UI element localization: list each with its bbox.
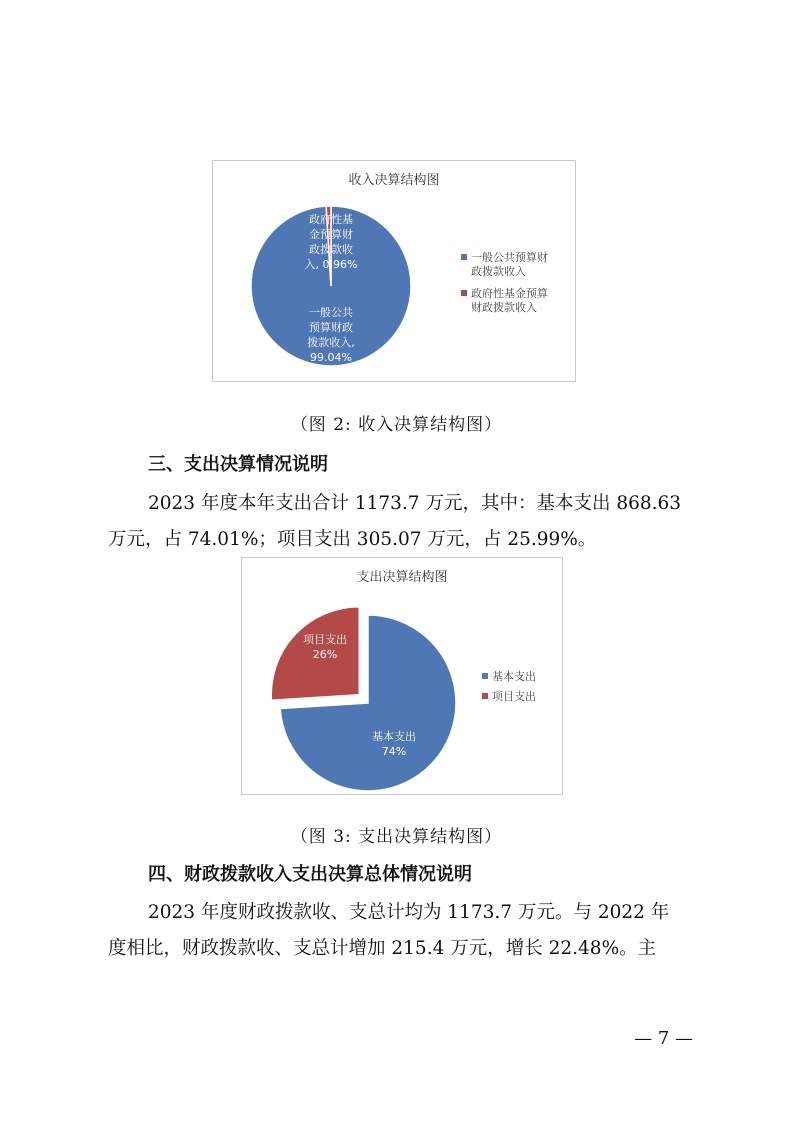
section-3-line-2: 万元，占 74.01%；项目支出 305.07 万元，占 25.99%。 [108,529,597,550]
expense-structure-chart [241,557,563,795]
section-4-line-2: 度相比，财政拨款收、支总计增加 215.4 万元，增长 22.48%。主 [108,938,657,959]
pie-data-label: 基本支出 74% [372,730,416,758]
legend-swatch [461,290,467,296]
income-pie-svg [213,161,575,381]
pie-data-label: 政府性基金预算财政拨款收入, 0.96% [304,213,358,271]
section-4-line-1: 2023 年度财政拨款收、支总计均为 1173.7 万元。与 2022 年 [148,902,670,923]
figure-2-caption: （图 2: 收入决算结构图） [290,415,503,435]
pie-data-label: 项目支出 26% [303,633,347,661]
legend-swatch [482,693,488,699]
chart-title: 支出决算结构图 [356,570,448,585]
section-4-heading: 四、财政拨款收入支出决算总体情况说明 [148,864,472,885]
section-3-heading: 三、支出决算情况说明 [148,454,328,475]
page-number: — 7 — [634,1028,693,1049]
legend-label: 一般公共预算财政拨款收入 [471,251,548,278]
section-3-line-1: 2023 年度本年支出合计 1173.7 万元，其中：基本支出 868.63 [148,493,682,514]
legend-label: 基本支出 [492,670,536,683]
legend-swatch [461,254,467,260]
chart-title: 收入决算结构图 [348,173,440,188]
figure-3-caption: （图 3: 支出决算结构图） [290,827,503,847]
legend-label: 项目支出 [492,690,536,703]
pie-data-label: 一般公共预算财政拨款收入, 99.04% [307,306,355,364]
legend-label: 政府性基金预算财政拨款收入 [471,287,548,314]
income-structure-chart [212,160,576,382]
legend-swatch [482,673,488,679]
expense-pie-svg [242,558,562,794]
